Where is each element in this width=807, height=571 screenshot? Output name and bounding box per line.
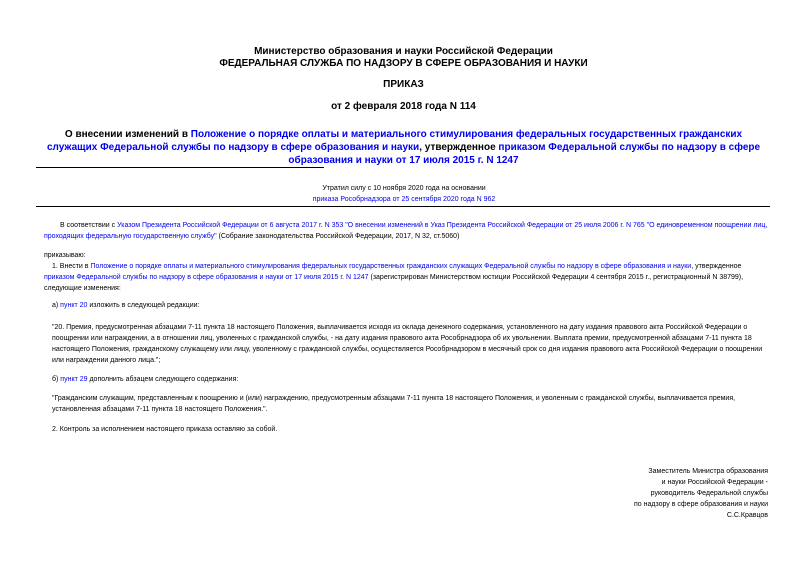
item1-text-1: 1. Внести в [52, 263, 91, 270]
ministry-name: Министерство образования и науки Российской Федерации [254, 46, 553, 57]
divider-long [36, 206, 770, 207]
title-link-regulation[interactable]: Положение о порядке оплаты и материального стимулирования федеральных государственных гражданских служащих Федеральной службы по надзору в сфере образования и науки [46, 129, 743, 153]
subitem-b [52, 374, 772, 385]
order-date: от 2 февраля 2018 года N 114 [331, 101, 476, 112]
intro-text-1: В соответствии с [60, 222, 118, 229]
signature-line-3: руководитель Федеральной службы [650, 490, 768, 497]
item1-text-2: , утвержденное [691, 263, 742, 270]
quote-point-29: "Гражданским служащим, представленным к поощрению и (или) награждению, предусмотренным абзацами 7-11 пункта 18 настоящего Положения, и уволенным с гражданской службы, выплачивается премия, установленная абзацами 7-11 пункта 18 настоящего Положения.". [52, 395, 736, 413]
title-link-order[interactable]: приказом Федеральной службы по надзору в сфере образования и науки от 17 июля 2015 г. N 1247 [288, 142, 761, 166]
subitem-a-suffix: изложить в следующей редакции: [87, 302, 200, 309]
item-2-paragraph: 2. Контроль за исполнением настоящего приказа оставляю за собой. [52, 426, 278, 433]
lost-force-note [280, 183, 528, 205]
item1-link-order[interactable]: приказом Федеральной службы по надзору в сфере образования и науки от 17 июля 2015 г. N 1247 [44, 274, 369, 281]
subitem-a-link[interactable]: пункт 20 [60, 302, 88, 309]
subitem-a [52, 300, 772, 311]
orders-word: приказываю: [44, 252, 86, 259]
lost-force-link[interactable]: приказа Рособрнадзора от 25 сентября 2020 года N 962 [312, 196, 496, 203]
subitem-b-suffix: дополнить абзацем следующего содержания: [87, 376, 239, 383]
item-1-paragraph [44, 261, 772, 294]
subitem-b-link[interactable]: пункт 29 [60, 376, 88, 383]
item1-text-3: (зарегистрирован Министерством юстиции Российской Федерации 4 сентября 2015 г., регистрационный N 38799), следующие изменения: [44, 274, 744, 292]
subitem-b-prefix: б) [52, 376, 61, 383]
item1-link-regulation[interactable]: Положение о порядке оплаты и материального стимулирования федеральных государственных гражданских служащих Федеральной службы по надзору в сфере образования и науки [90, 263, 692, 270]
signature-line-4: по надзору в сфере образования и науки [634, 501, 768, 508]
intro-link-decree[interactable]: Указом Президента Российской Федерации от 6 августа 2017 г. N 353 "О внесении изменений в Указ Президента Российской Федерации от 25 июля 2006 г. N 765 "О единовременном поощрении лиц, проходящих федеральную государственную службу" [44, 222, 768, 240]
intro-paragraph [44, 220, 772, 242]
document-title [40, 128, 767, 167]
signature-block [570, 466, 768, 521]
signatory-name: С.С.Кравцов [726, 512, 768, 519]
title-text-1: О внесении изменений в [64, 129, 191, 140]
signature-line-1: Заместитель Министра образования [648, 468, 768, 475]
order-heading: ПРИКАЗ [383, 79, 424, 90]
signature-line-2: и науки Российской Федерации - [661, 479, 768, 486]
service-name: ФЕДЕРАЛЬНАЯ СЛУЖБА ПО НАДЗОРУ В СФЕРЕ ОБРАЗОВАНИЯ И НАУКИ [219, 58, 588, 69]
quote-point-20: "20. Премия, предусмотренная абзацами 7-11 пункта 18 настоящего Положения, выплачивается исходя из оклада денежного содержания, установленного на дату издания правового акта Российской Федерации о поощрении или награждении, а в отношении лиц, уволенных с гражданской службы, - на дату издания правового акта Рособрнадзора об их увольнении. Выплата премии, предусмотренной абзацами 7-11 пункта 18 настоящего Положения, гражданскому служащему или лицу, уволенному с гражданской службы, осуществляется Рособрнадзором в месячный срок со дня издания правового акта Российской Федерации о поощрении или награждении данного лица."; [52, 324, 763, 364]
lost-force-text: Утратил силу с 10 ноября 2020 года на основании [322, 185, 486, 192]
title-text-2: , утвержденное [419, 142, 499, 153]
ministry-header [0, 46, 807, 70]
subitem-a-prefix: а) [52, 302, 61, 309]
divider-short [36, 167, 324, 168]
intro-text-2: (Собрание законодательства Российской Федерации, 2017, N 32, ст.5060) [216, 233, 460, 240]
